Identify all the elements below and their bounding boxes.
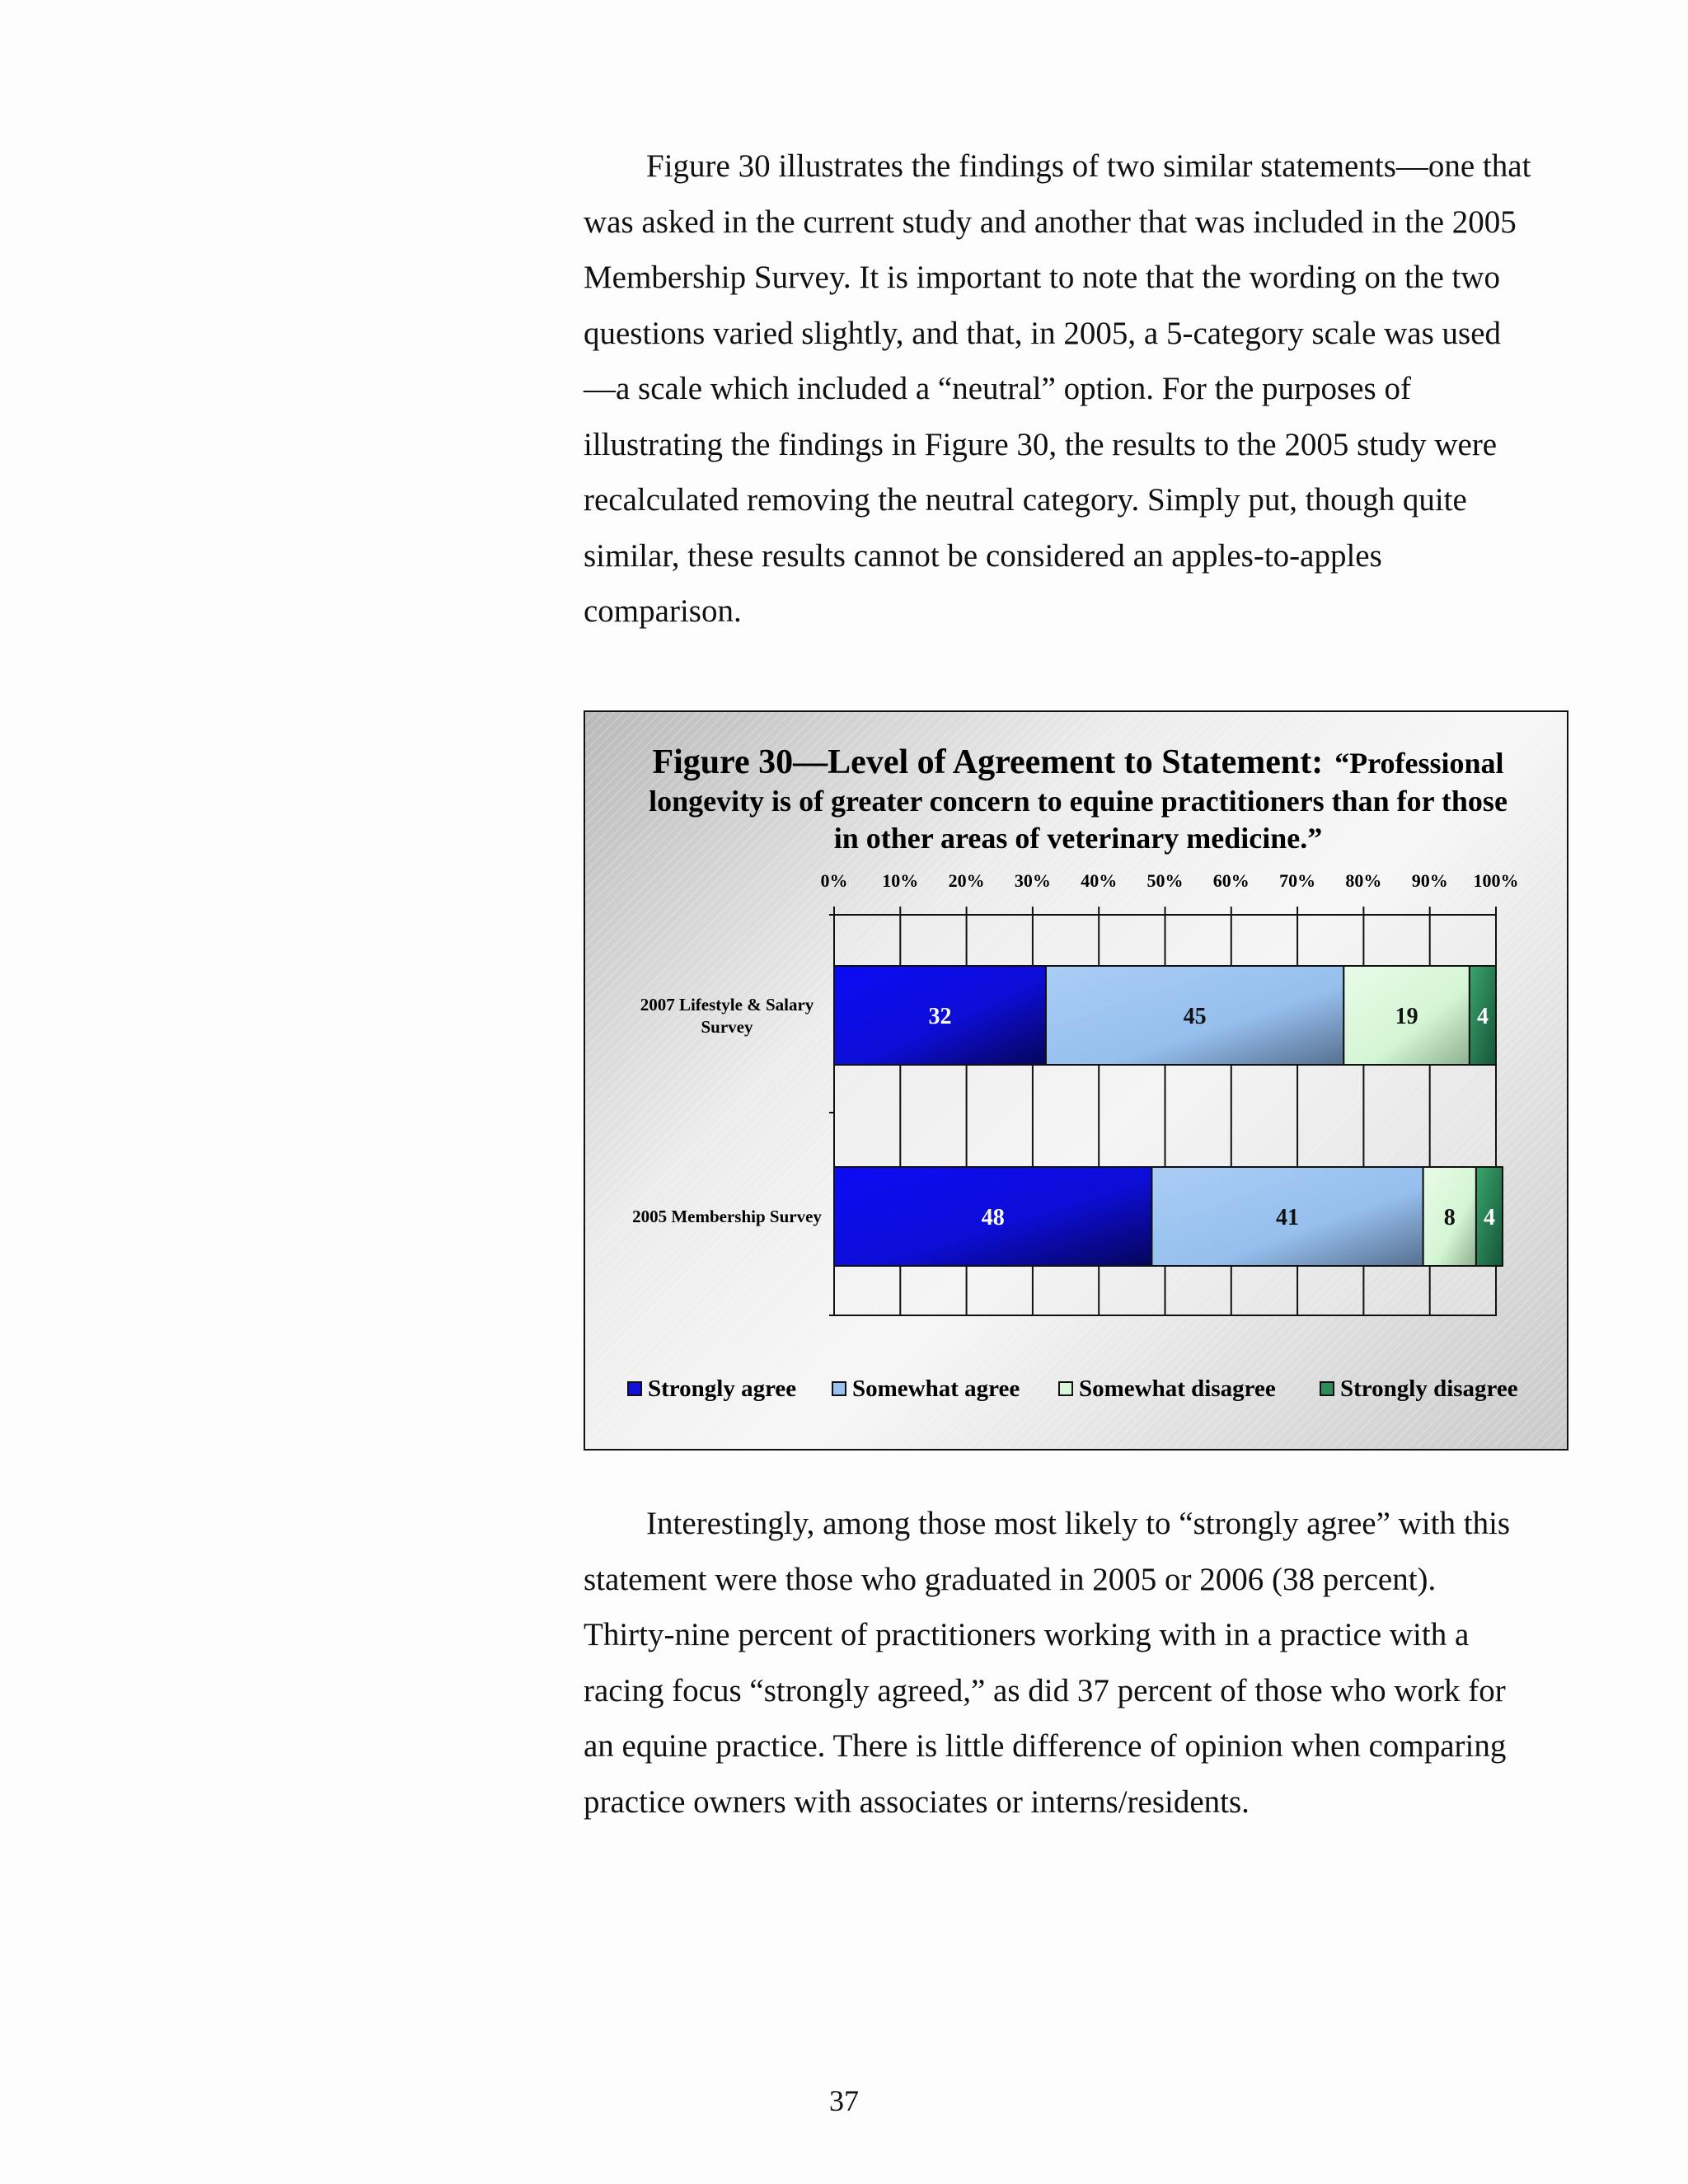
legend-swatch [832,1382,846,1395]
followup-paragraph: Interestingly, among those most likely to “strongly agree” with this statement were those who graduated in 2005 or 2006 (38 percent). Thirty-nine percent of practitioners working with in a practice with a racing focus “strongly agreed,” as did 37 percent of those who work for an equine practice. There is little difference of opinion when comparing practice owners with associates or interns/residents. [584,1506,1511,1820]
chart-title-line3: in other areas of veterinary medicine.” [833,822,1323,855]
bar-value-label: 45 [1183,1004,1207,1029]
x-tick-label: 70% [1279,870,1316,891]
figure-30-chart [584,710,1568,1451]
legend-label: Somewhat disagree [1079,1376,1276,1402]
bar-value-label: 41 [1276,1205,1300,1230]
bar-value-label: 32 [928,1004,952,1029]
category-label: 2007 Lifestyle & Salary [640,995,814,1015]
x-tick-label: 80% [1345,870,1382,891]
legend-label: Somewhat agree [852,1376,1020,1402]
bar-value-label: 48 [981,1205,1005,1230]
legend-swatch [1320,1382,1334,1395]
bar-value-label: 4 [1476,1004,1489,1029]
x-tick-label: 50% [1146,870,1184,891]
legend [628,1376,1518,1402]
chart-title-line1 [652,743,1503,781]
x-axis-ticks [821,870,1519,891]
x-tick-label: 90% [1411,870,1448,891]
legend-label: Strongly disagree [1340,1376,1518,1402]
legend-swatch [628,1382,641,1395]
x-tick-label: 40% [1081,870,1118,891]
page-number: 37 [829,2084,859,2117]
x-tick-label: 10% [882,870,919,891]
category-labels [632,995,822,1226]
x-tick-label: 0% [820,870,848,891]
chart-svg [585,712,1568,1451]
x-tick-label: 60% [1212,870,1250,891]
bar-value-label: 4 [1483,1205,1495,1230]
category-label: Survey [701,1017,753,1037]
x-tick-label: 100% [1473,870,1519,891]
legend-swatch [1059,1382,1072,1395]
bar-value-label: 8 [1443,1205,1456,1230]
chart-title-line2: longevity is of greater concern to equine practitioners than for those [649,785,1507,818]
category-label: 2005 Membership Survey [632,1207,822,1226]
chart-title-main: Figure 30—Level of Agreement to Statement: [652,743,1324,781]
intro-paragraph: Figure 30 illustrates the findings of two similar statements—one that was asked in the current study and another that was included in the 2005 Membership Survey. It is important to note that the wording on the two questions varied slightly, and that, in 2005, a 5-category scale was used—a scale which included a “neutral” option. For the purposes of illustrating the findings in Figure 30, the results to the 2005 study were recalculated removing the neutral category. Simply put, though quite similar, these results cannot be considered an apples-to-apples comparison. [584,148,1531,629]
legend-label: Strongly agree [648,1376,797,1402]
x-tick-label: 30% [1014,870,1051,891]
chart-title-quote-start: “Professional [1334,747,1504,780]
bar-value-label: 19 [1395,1004,1418,1029]
x-tick-label: 20% [948,870,985,891]
